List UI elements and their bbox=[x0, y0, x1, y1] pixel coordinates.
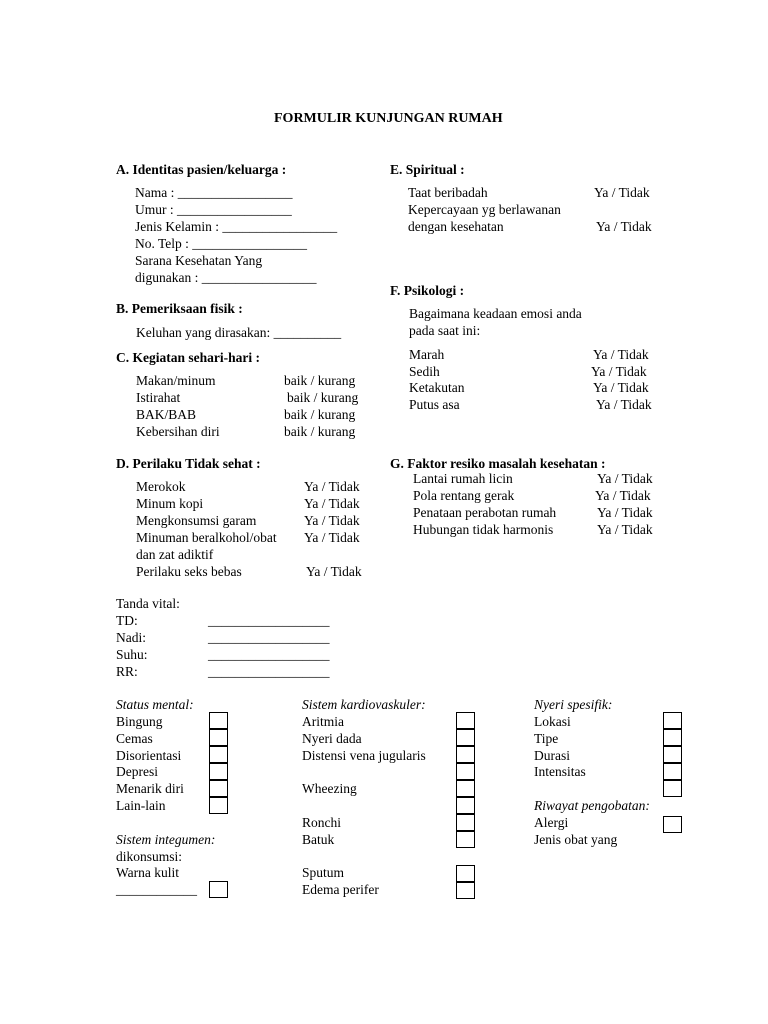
kardio-item: Distensi vena jugularis bbox=[302, 748, 426, 763]
emotion-option[interactable]: Ya / Tidak bbox=[591, 364, 647, 379]
kardio-item: Edema perifer bbox=[302, 882, 379, 897]
kardio-item: Ronchi bbox=[302, 815, 341, 830]
nyeri-checkbox[interactable] bbox=[663, 780, 682, 797]
status-mental-item: Bingung bbox=[116, 714, 163, 729]
behavior-option[interactable]: Ya / Tidak bbox=[304, 530, 360, 545]
activity-label: Kebersihan diri bbox=[136, 424, 220, 439]
form-title: FORMULIR KUNJUNGAN RUMAH bbox=[274, 111, 503, 126]
behavior-option[interactable]: Ya / Tidak bbox=[306, 564, 362, 579]
kardio-item: Wheezing bbox=[302, 781, 357, 796]
integumen-heading: Sistem integumen: bbox=[116, 832, 216, 847]
status-mental-checkbox[interactable] bbox=[209, 780, 228, 797]
kardio-item: Aritmia bbox=[302, 714, 344, 729]
status-mental-item: Disorientasi bbox=[116, 748, 182, 763]
vital-input-line[interactable]: __________________ bbox=[208, 630, 330, 645]
activity-label: Istirahat bbox=[136, 390, 181, 405]
activity-option[interactable]: baik / kurang bbox=[284, 407, 356, 422]
nyeri-item: Tipe bbox=[534, 731, 559, 746]
status-mental-item: Depresi bbox=[116, 764, 158, 779]
status-mental-checkbox[interactable] bbox=[209, 729, 228, 746]
vital-heading: Tanda vital: bbox=[116, 596, 180, 611]
section-g-heading: G. Faktor resiko masalah kesehatan : bbox=[390, 456, 606, 471]
kardio-checkbox[interactable] bbox=[456, 712, 475, 729]
emotion-option[interactable]: Ya / Tidak bbox=[593, 347, 649, 362]
identity-phone-field[interactable]: No. Telp : _________________ bbox=[135, 236, 308, 251]
status-mental-item: Lain-lain bbox=[116, 798, 166, 813]
identity-facility-label: Sarana Kesehatan Yang bbox=[135, 253, 263, 268]
vital-label: RR: bbox=[116, 664, 138, 679]
kardio-checkbox[interactable] bbox=[456, 780, 475, 797]
integumen-line: dikonsumsi: bbox=[116, 849, 183, 864]
spiritual-label: Taat beribadah bbox=[408, 185, 488, 200]
vital-input-line[interactable]: __________________ bbox=[208, 647, 330, 662]
kardio-heading: Sistem kardiovaskuler: bbox=[302, 697, 426, 712]
status-mental-checkbox[interactable] bbox=[209, 763, 228, 780]
vital-input-line[interactable]: __________________ bbox=[208, 613, 330, 628]
emotion-label: Sedih bbox=[409, 364, 440, 379]
activity-label: Makan/minum bbox=[136, 373, 216, 388]
risk-label: Pola rentang gerak bbox=[413, 488, 515, 503]
vital-label: Nadi: bbox=[116, 630, 146, 645]
nyeri-item: Durasi bbox=[534, 748, 570, 763]
risk-label: Lantai rumah licin bbox=[413, 471, 513, 486]
vital-input-line[interactable]: __________________ bbox=[208, 664, 330, 679]
behavior-label: Mengkonsumsi garam bbox=[136, 513, 257, 528]
kardio-checkbox[interactable] bbox=[456, 882, 475, 899]
integumen-input-line[interactable]: ____________ bbox=[116, 882, 197, 897]
vital-label: Suhu: bbox=[116, 647, 148, 662]
status-mental-item: Cemas bbox=[116, 731, 153, 746]
riwayat-checkbox[interactable] bbox=[663, 816, 682, 833]
behavior-label: Minuman beralkohol/obat bbox=[136, 530, 277, 545]
emotion-question: Bagaimana keadaan emosi anda bbox=[409, 306, 582, 321]
risk-label: Hubungan tidak harmonis bbox=[413, 522, 554, 537]
status-mental-checkbox[interactable] bbox=[209, 797, 228, 814]
identity-gender-field[interactable]: Jenis Kelamin : _________________ bbox=[135, 219, 338, 234]
behavior-label: dan zat adiktif bbox=[136, 547, 214, 562]
status-mental-checkbox[interactable] bbox=[209, 746, 228, 763]
vital-label: TD: bbox=[116, 613, 138, 628]
risk-label: Penataan perabotan rumah bbox=[413, 505, 557, 520]
section-b-heading: B. Pemeriksaan fisik : bbox=[116, 301, 243, 316]
complaint-field[interactable]: Keluhan yang dirasakan: __________ bbox=[136, 325, 342, 340]
section-e-heading: E. Spiritual : bbox=[390, 162, 465, 177]
nyeri-checkbox[interactable] bbox=[663, 763, 682, 780]
kardio-item: Nyeri dada bbox=[302, 731, 362, 746]
spiritual-label: dengan kesehatan bbox=[408, 219, 504, 234]
kardio-checkbox[interactable] bbox=[456, 814, 475, 831]
emotion-question: pada saat ini: bbox=[409, 323, 481, 338]
riwayat-heading: Riwayat pengobatan: bbox=[534, 798, 650, 813]
nyeri-checkbox[interactable] bbox=[663, 729, 682, 746]
nyeri-checkbox[interactable] bbox=[663, 712, 682, 729]
spiritual-label: Kepercayaan yg berlawanan bbox=[408, 202, 561, 217]
kardio-checkbox[interactable] bbox=[456, 763, 475, 780]
spiritual-option[interactable]: Ya / Tidak bbox=[594, 185, 650, 200]
risk-option[interactable]: Ya / Tidak bbox=[597, 471, 653, 486]
kardio-checkbox[interactable] bbox=[456, 831, 475, 848]
behavior-option[interactable]: Ya / Tidak bbox=[304, 496, 360, 511]
kardio-item: Sputum bbox=[302, 865, 345, 880]
activity-label: BAK/BAB bbox=[136, 407, 197, 422]
behavior-label: Perilaku seks bebas bbox=[136, 564, 242, 579]
behavior-option[interactable]: Ya / Tidak bbox=[304, 479, 360, 494]
nyeri-heading: Nyeri spesifik: bbox=[534, 697, 613, 712]
status-mental-checkbox[interactable] bbox=[209, 712, 228, 729]
identity-age-field[interactable]: Umur : _________________ bbox=[135, 202, 292, 217]
risk-option[interactable]: Ya / Tidak bbox=[597, 505, 653, 520]
riwayat-item: Jenis obat yang bbox=[534, 832, 618, 847]
kardio-checkbox[interactable] bbox=[456, 729, 475, 746]
status-mental-item: Menarik diri bbox=[116, 781, 184, 796]
riwayat-item: Alergi bbox=[534, 815, 569, 830]
behavior-label: Minum kopi bbox=[136, 496, 204, 511]
status-mental-heading: Status mental: bbox=[116, 697, 194, 712]
identity-name-field[interactable]: Nama : _________________ bbox=[135, 185, 293, 200]
kardio-checkbox[interactable] bbox=[456, 797, 475, 814]
emotion-label: Ketakutan bbox=[409, 380, 465, 395]
risk-option[interactable]: Ya / Tidak bbox=[595, 488, 651, 503]
integumen-line: Warna kulit bbox=[116, 865, 180, 880]
spiritual-option[interactable]: Ya / Tidak bbox=[596, 219, 652, 234]
activity-option[interactable]: baik / kurang bbox=[284, 424, 356, 439]
behavior-option[interactable]: Ya / Tidak bbox=[304, 513, 360, 528]
section-d-heading: D. Perilaku Tidak sehat : bbox=[116, 456, 261, 471]
emotion-option[interactable]: Ya / Tidak bbox=[596, 397, 652, 412]
kardio-checkbox[interactable] bbox=[456, 865, 475, 882]
risk-option[interactable]: Ya / Tidak bbox=[597, 522, 653, 537]
emotion-label: Putus asa bbox=[409, 397, 460, 412]
emotion-label: Marah bbox=[409, 347, 445, 362]
kardio-checkbox[interactable] bbox=[456, 746, 475, 763]
nyeri-item: Intensitas bbox=[534, 764, 586, 779]
identity-facility-field[interactable]: digunakan : _________________ bbox=[135, 270, 317, 285]
emotion-option[interactable]: Ya / Tidak bbox=[593, 380, 649, 395]
section-f-heading: F. Psikologi : bbox=[390, 283, 465, 298]
integumen-checkbox[interactable] bbox=[209, 881, 228, 898]
behavior-label: Merokok bbox=[136, 479, 186, 494]
kardio-item: Batuk bbox=[302, 832, 335, 847]
nyeri-item: Lokasi bbox=[534, 714, 571, 729]
section-c-heading: C. Kegiatan sehari-hari : bbox=[116, 350, 260, 365]
activity-option[interactable]: baik / kurang bbox=[284, 373, 356, 388]
activity-option[interactable]: baik / kurang bbox=[287, 390, 359, 405]
section-a-heading: A. Identitas pasien/keluarga : bbox=[116, 162, 287, 177]
nyeri-checkbox[interactable] bbox=[663, 746, 682, 763]
